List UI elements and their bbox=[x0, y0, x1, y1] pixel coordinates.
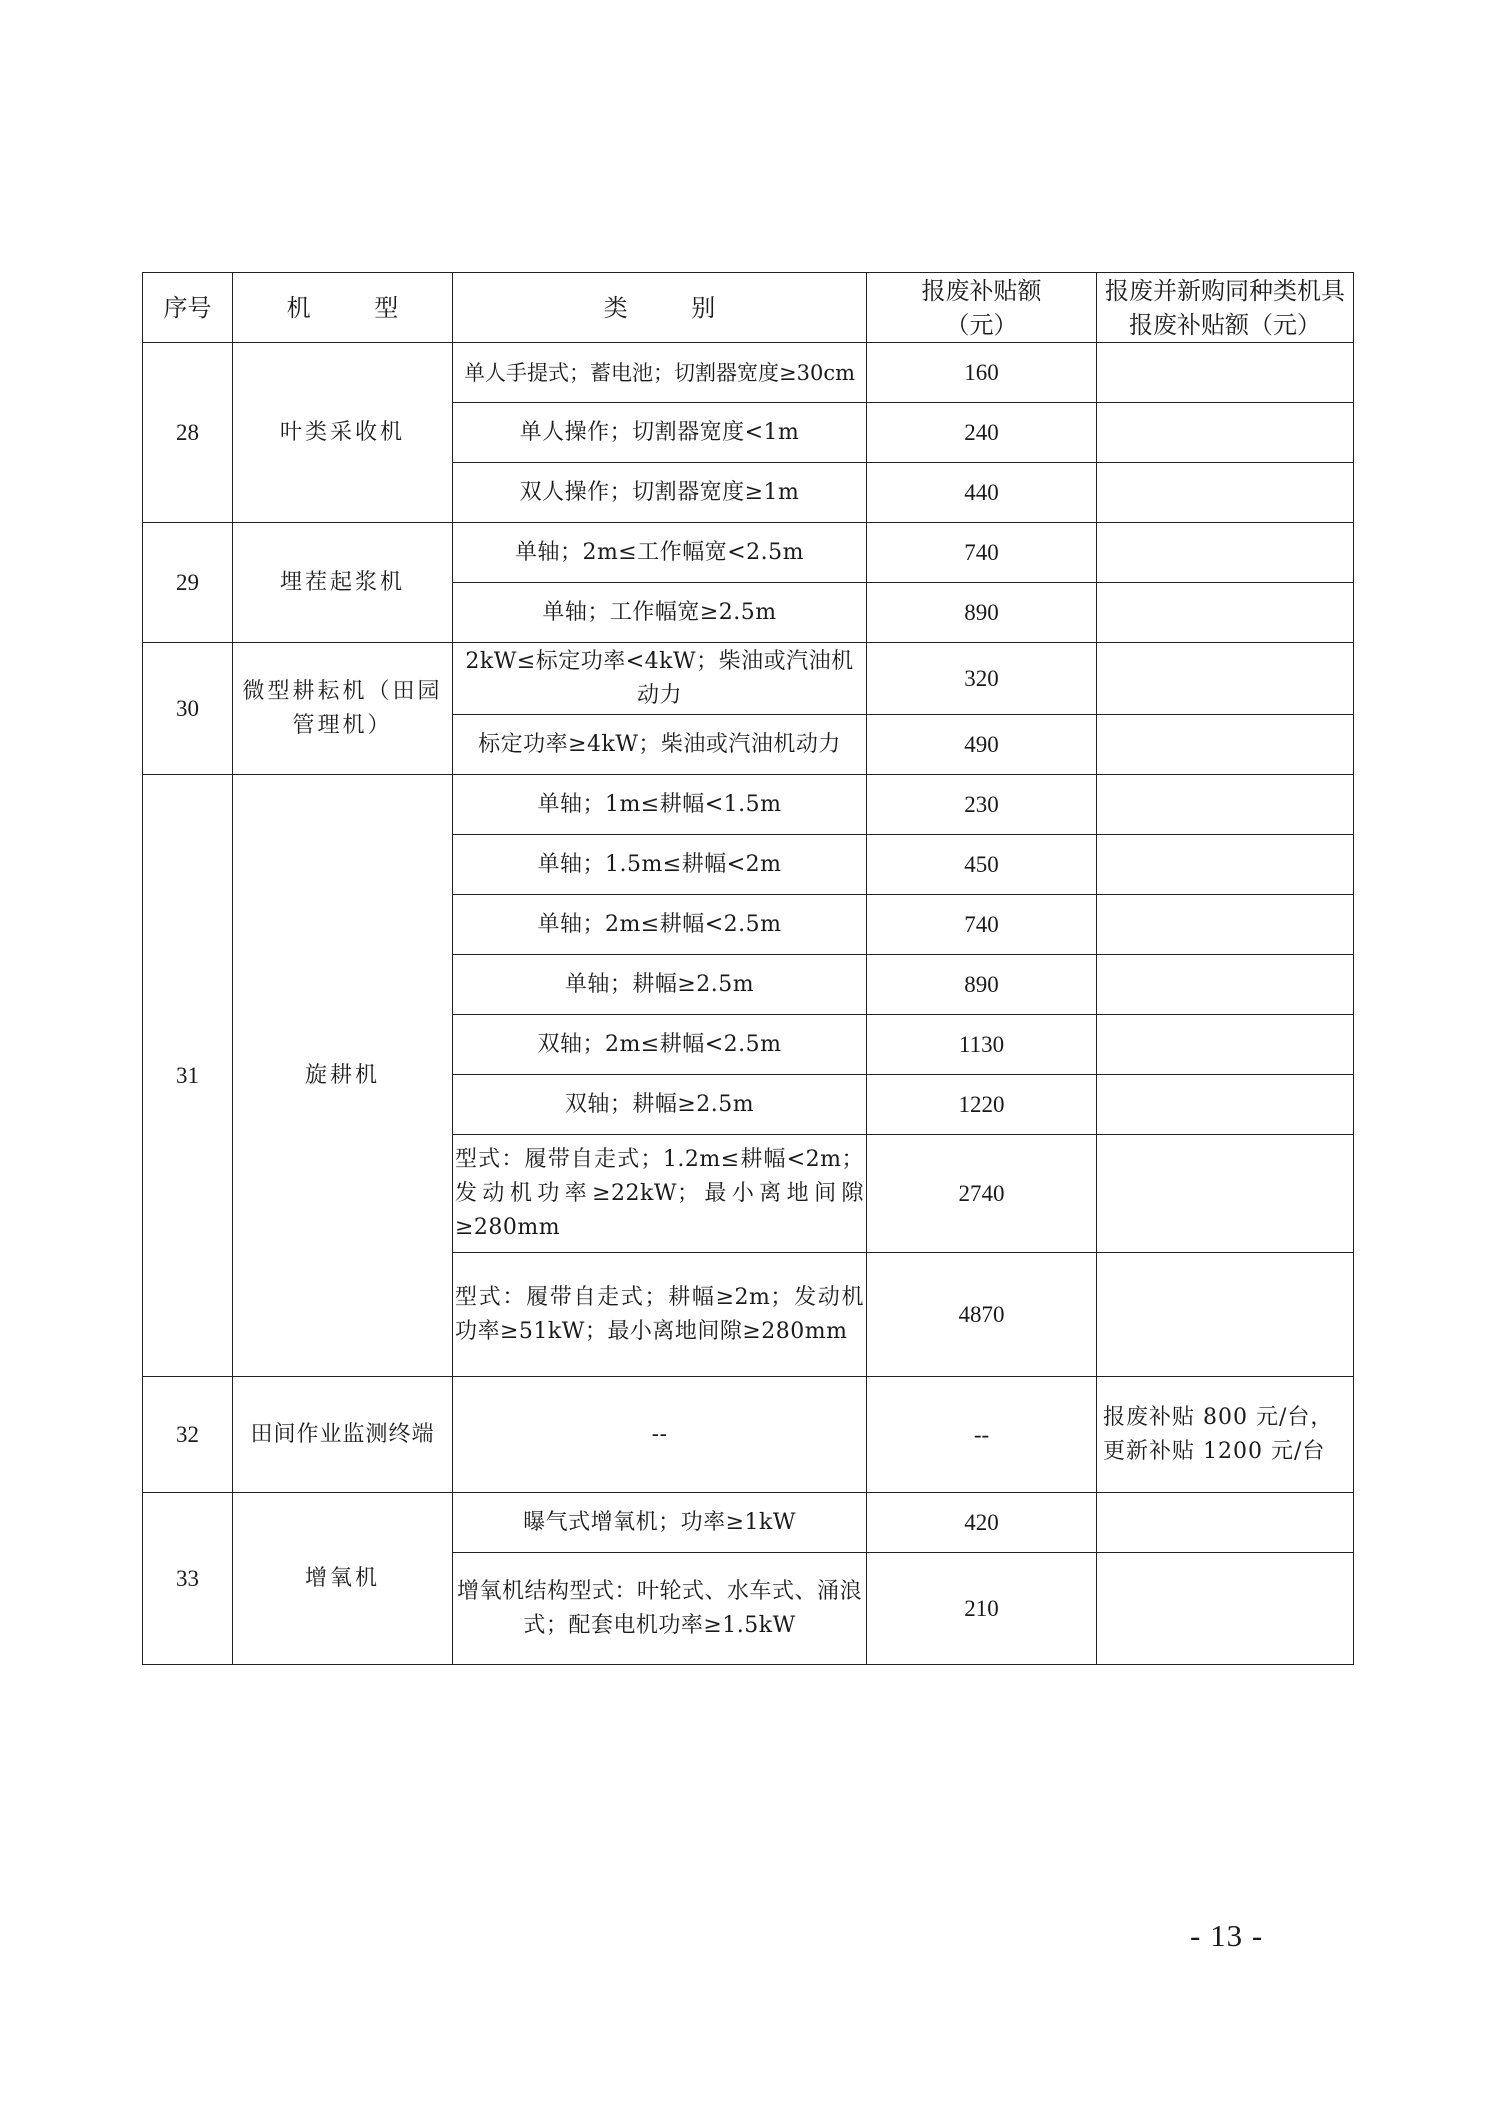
amount-cell: 420 bbox=[867, 1493, 1097, 1553]
category-cell: 型式：履带自走式；耕幅≥2m；发动机功率≥51kW；最小离地间隙≥280mm bbox=[453, 1253, 867, 1377]
new-amount-cell bbox=[1097, 1075, 1354, 1135]
header-seq: 序号 bbox=[143, 273, 233, 343]
category-cell: 双轴；耕幅≥2.5m bbox=[453, 1075, 867, 1135]
seq-cell: 28 bbox=[143, 343, 233, 523]
new-amount-cell bbox=[1097, 835, 1354, 895]
table-row bbox=[143, 1377, 1354, 1493]
category-cell: 双人操作；切割器宽度≥1m bbox=[453, 463, 867, 523]
category-cell: 标定功率≥4kW；柴油或汽油机动力 bbox=[453, 715, 867, 775]
model-cell: 增氧机 bbox=[233, 1493, 453, 1665]
amount-cell: -- bbox=[867, 1377, 1097, 1493]
table-row bbox=[143, 775, 1354, 835]
amount-cell: 1130 bbox=[867, 1015, 1097, 1075]
table-row bbox=[143, 343, 1354, 403]
table-row bbox=[143, 1493, 1354, 1553]
category-cell: 曝气式增氧机；功率≥1kW bbox=[453, 1493, 867, 1553]
amount-cell: 450 bbox=[867, 835, 1097, 895]
header-category: 类 别 bbox=[453, 273, 867, 343]
amount-cell: 1220 bbox=[867, 1075, 1097, 1135]
amount-cell: 230 bbox=[867, 775, 1097, 835]
seq-cell: 32 bbox=[143, 1377, 233, 1493]
new-amount-cell bbox=[1097, 1493, 1354, 1553]
amount-cell: 160 bbox=[867, 343, 1097, 403]
new-amount-cell bbox=[1097, 643, 1354, 715]
amount-cell: 740 bbox=[867, 523, 1097, 583]
category-cell: 单轴；1m≤耕幅<1.5m bbox=[453, 775, 867, 835]
model-cell: 田间作业监测终端 bbox=[233, 1377, 453, 1493]
page-number: - 13 - bbox=[1190, 1918, 1264, 1953]
new-amount-cell bbox=[1097, 1253, 1354, 1377]
amount-cell: 210 bbox=[867, 1553, 1097, 1665]
seq-cell: 33 bbox=[143, 1493, 233, 1665]
category-cell: 单轴；2m≤工作幅宽<2.5m bbox=[453, 523, 867, 583]
category-cell: 双轴；2m≤耕幅<2.5m bbox=[453, 1015, 867, 1075]
new-amount-cell bbox=[1097, 463, 1354, 523]
model-cell: 叶类采收机 bbox=[233, 343, 453, 523]
new-amount-cell bbox=[1097, 343, 1354, 403]
category-cell: 2kW≤标定功率<4kW；柴油或汽油机动力 bbox=[453, 643, 867, 715]
table-row bbox=[143, 643, 1354, 715]
new-amount-cell bbox=[1097, 1553, 1354, 1665]
category-cell: 单人操作；切割器宽度<1m bbox=[453, 403, 867, 463]
category-cell: 单轴；工作幅宽≥2.5m bbox=[453, 583, 867, 643]
amount-cell: 440 bbox=[867, 463, 1097, 523]
model-cell: 旋耕机 bbox=[233, 775, 453, 1377]
category-cell: 单人手提式；蓄电池；切割器宽度≥30cm bbox=[453, 343, 867, 403]
amount-cell: 4870 bbox=[867, 1253, 1097, 1377]
new-amount-cell bbox=[1097, 715, 1354, 775]
category-cell: 单轴；耕幅≥2.5m bbox=[453, 955, 867, 1015]
category-cell: 单轴；1.5m≤耕幅<2m bbox=[453, 835, 867, 895]
header-model: 机 型 bbox=[233, 273, 453, 343]
new-amount-cell bbox=[1097, 583, 1354, 643]
new-amount-cell bbox=[1097, 403, 1354, 463]
amount-cell: 740 bbox=[867, 895, 1097, 955]
new-amount-cell bbox=[1097, 1015, 1354, 1075]
new-amount-cell bbox=[1097, 523, 1354, 583]
header-scrap-and-new-subsidy: 报废并新购同种类机具报废补贴额（元） bbox=[1097, 273, 1354, 343]
new-amount-cell bbox=[1097, 955, 1354, 1015]
amount-cell: 890 bbox=[867, 583, 1097, 643]
new-amount-cell bbox=[1097, 1135, 1354, 1253]
new-amount-cell bbox=[1097, 775, 1354, 835]
table-header-row bbox=[143, 273, 1354, 343]
amount-cell: 890 bbox=[867, 955, 1097, 1015]
seq-cell: 31 bbox=[143, 775, 233, 1377]
model-cell: 埋茬起浆机 bbox=[233, 523, 453, 643]
category-cell: 增氧机结构型式：叶轮式、水车式、涌浪式；配套电机功率≥1.5kW bbox=[453, 1553, 867, 1665]
amount-cell: 320 bbox=[867, 643, 1097, 715]
amount-cell: 2740 bbox=[867, 1135, 1097, 1253]
amount-cell: 490 bbox=[867, 715, 1097, 775]
subsidy-table bbox=[142, 272, 1354, 1665]
header-scrap-subsidy: 报废补贴额（元） bbox=[867, 273, 1097, 343]
seq-cell: 29 bbox=[143, 523, 233, 643]
model-cell: 微型耕耘机（田园管理机） bbox=[233, 643, 453, 775]
new-amount-cell: 报废补贴 800 元/台，更新补贴 1200 元/台 bbox=[1097, 1377, 1354, 1493]
new-amount-cell bbox=[1097, 895, 1354, 955]
category-cell: -- bbox=[453, 1377, 867, 1493]
category-cell: 型式：履带自走式；1.2m≤耕幅<2m；发动机功率≥22kW；最小离地间隙≥280mm bbox=[453, 1135, 867, 1253]
category-cell: 单轴；2m≤耕幅<2.5m bbox=[453, 895, 867, 955]
seq-cell: 30 bbox=[143, 643, 233, 775]
table-row bbox=[143, 523, 1354, 583]
amount-cell: 240 bbox=[867, 403, 1097, 463]
